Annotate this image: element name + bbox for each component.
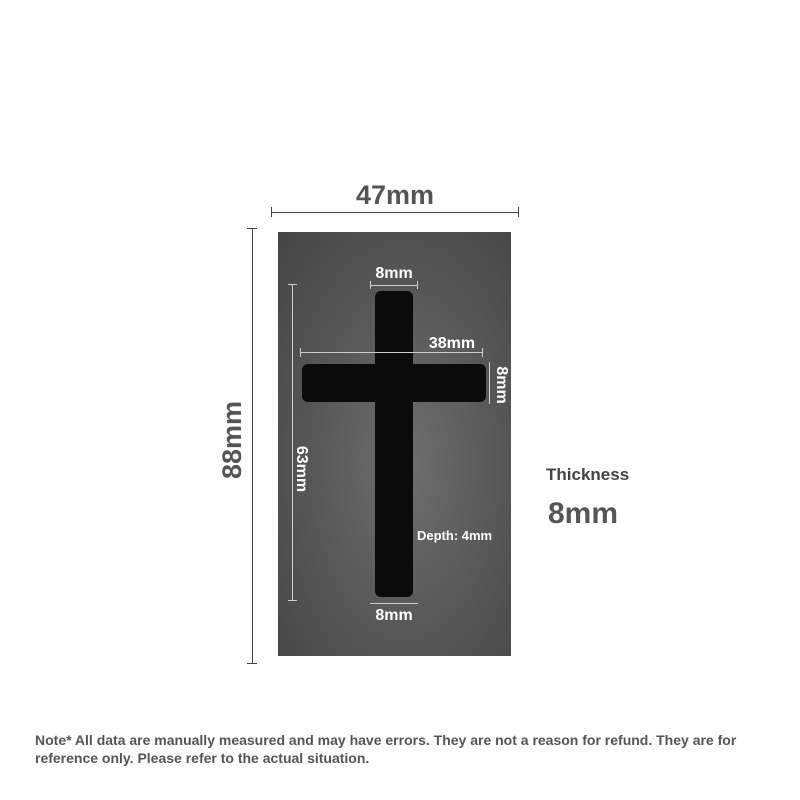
cross-long-length-tick-bottom xyxy=(288,600,297,601)
overall-height-label: 88mm xyxy=(217,400,247,480)
cross-arm-length-tick-left xyxy=(300,348,301,357)
thickness-value: 8mm xyxy=(548,497,619,530)
cross-top-width-tick-left xyxy=(370,281,371,289)
cross-bottom-width-label: 8mm xyxy=(375,607,413,624)
overall-width-tick-right xyxy=(518,207,519,217)
overall-width-tick-left xyxy=(271,207,272,217)
cross-arm-length-tick-right xyxy=(482,348,483,357)
cross-top-width-tick-right xyxy=(417,281,418,289)
cross-bottom-width-line xyxy=(370,603,418,604)
overall-height-tick-top xyxy=(247,228,257,229)
overall-height-line xyxy=(252,228,253,664)
measurement-note: Note* All data are manually measured and may have errors. They are not a reason for refund. They are for reference only. Please refer to the actual situation. xyxy=(35,732,737,766)
cross-long-length-line xyxy=(292,284,293,600)
cross-vertical-bar xyxy=(375,291,413,597)
cross-arm-length-label: 38mm xyxy=(428,335,476,352)
thickness-label: Thickness xyxy=(546,465,630,484)
cross-arm-height-line xyxy=(489,362,490,404)
cross-arm-height-label: 8mm xyxy=(493,366,510,404)
cross-long-length-tick-top xyxy=(288,284,297,285)
cross-long-length-label: 63mm xyxy=(293,445,310,493)
overall-width-line xyxy=(272,212,518,213)
cross-depth-label: Depth: 4mm xyxy=(417,528,493,543)
cross-arm-length-line xyxy=(300,352,482,353)
cross-top-width-line xyxy=(370,285,418,286)
cross-top-width-label: 8mm xyxy=(375,265,413,282)
overall-height-tick-bottom xyxy=(247,663,257,664)
cross-horizontal-bar xyxy=(302,364,486,402)
overall-width-label: 47mm xyxy=(355,180,435,210)
